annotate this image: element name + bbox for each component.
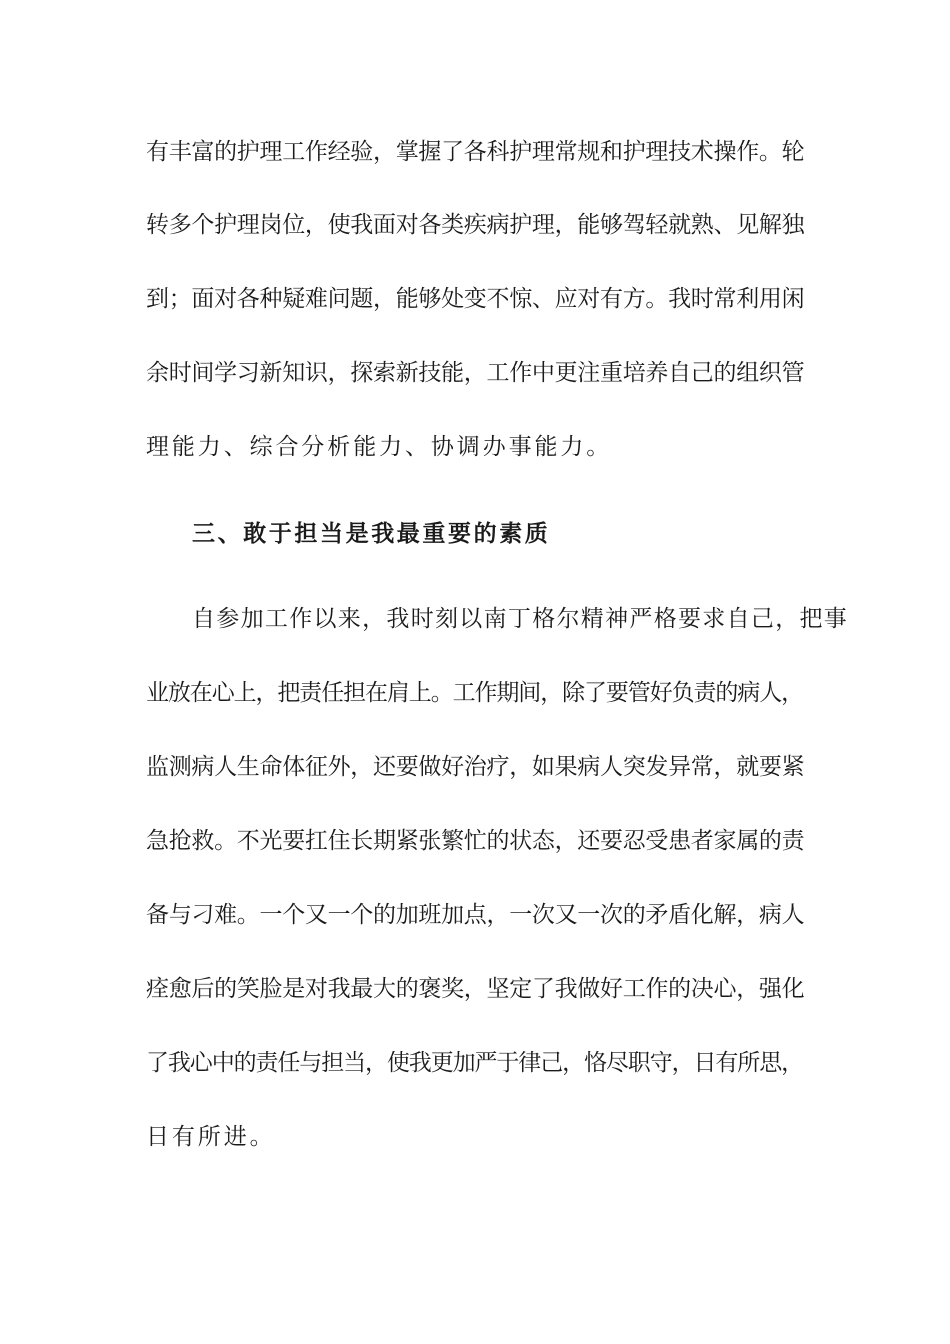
paragraph-1-line-2: 转多个护理岗位，使我面对各类疾病护理，能够驾轻就熟、见解独 bbox=[146, 212, 805, 238]
paragraph-2-line-4: 急抢救。不光要扛住长期紧张繁忙的状态，还要忍受患者家属的责 bbox=[146, 828, 805, 854]
paragraph-2-line-7: 了我心中的责任与担当，使我更加严于律己，恪尽职守，日有所思， bbox=[146, 1050, 804, 1076]
paragraph-2-line-1: 自参加工作以来，我时刻以南丁格尔精神严格要求自己，把事 bbox=[192, 606, 849, 632]
paragraph-1-line-3: 到；面对各种疑难问题，能够处变不惊、应对有方。我时常利用闲 bbox=[146, 286, 805, 312]
paragraph-1-line-1: 有丰富的护理工作经验，掌握了各科护理常规和护理技术操作。轮 bbox=[146, 139, 805, 165]
paragraph-1-line-4: 余时间学习新知识，探索新技能，工作中更注重培养自己的组织管 bbox=[146, 360, 805, 386]
section-heading: 三、敢于担当是我最重要的素质 bbox=[192, 521, 551, 547]
paragraph-2-line-5: 备与刁难。一个又一个的加班加点，一次又一次的矛盾化解，病人 bbox=[146, 902, 805, 928]
paragraph-2-line-8: 日有所进。 bbox=[146, 1124, 276, 1150]
paragraph-1-line-5: 理能力、综合分析能力、协调办事能力。 bbox=[146, 434, 613, 460]
paragraph-2-line-2: 业放在心上，把责任担在肩上。工作期间，除了要管好负责的病人， bbox=[146, 680, 804, 706]
paragraph-2-line-6: 痊愈后的笑脸是对我最大的褒奖，坚定了我做好工作的决心，强化 bbox=[146, 976, 805, 1002]
paragraph-2-line-3: 监测病人生命体征外，还要做好治疗，如果病人突发异常，就要紧 bbox=[146, 754, 805, 780]
